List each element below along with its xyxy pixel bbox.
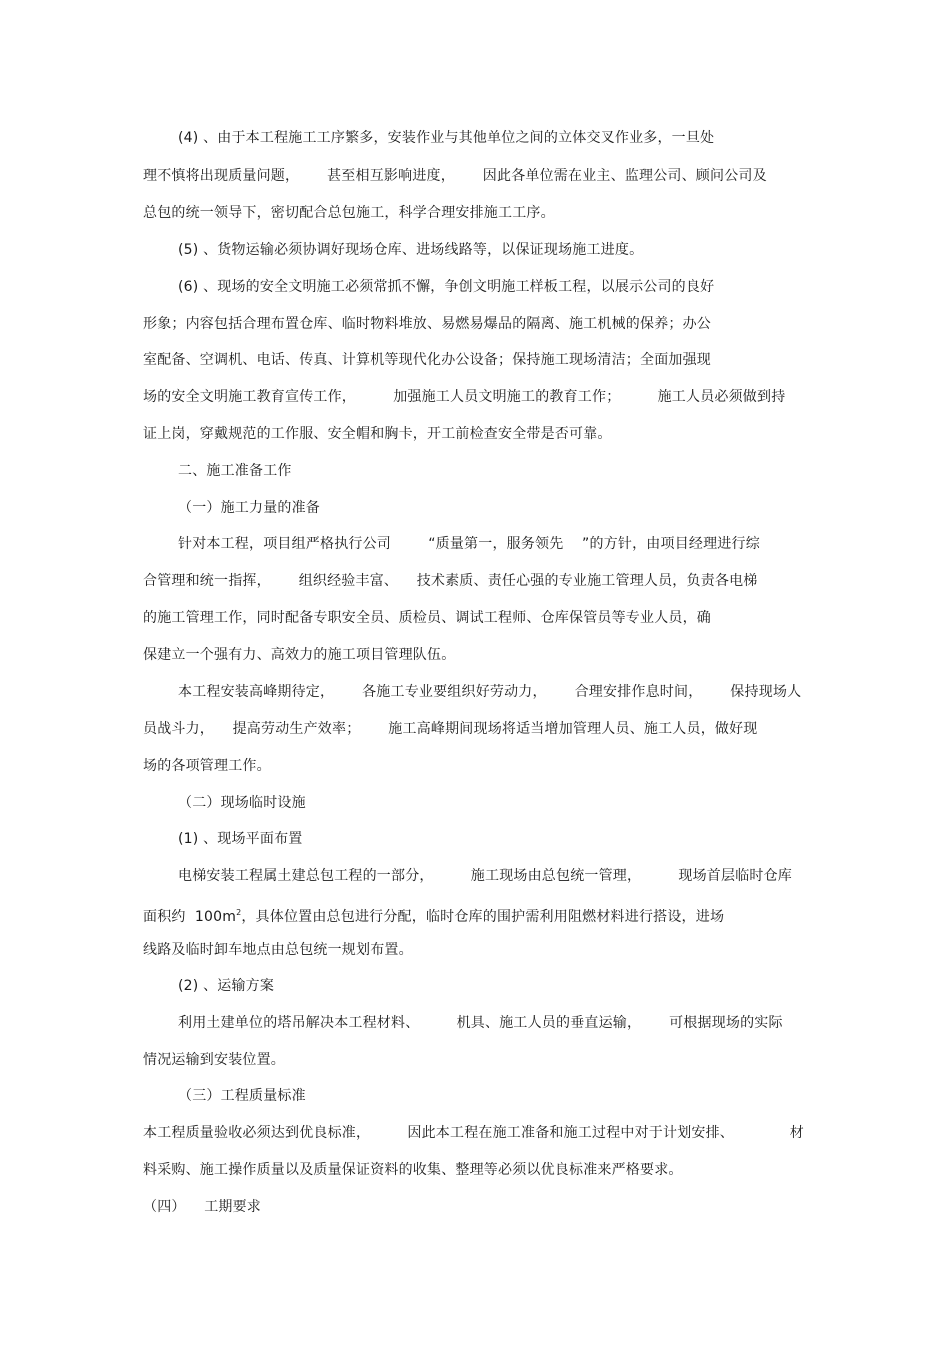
subsection-heading-3: （三）工程质量标准 bbox=[178, 1088, 306, 1104]
paragraph-transport-line-1: 利用土建单位的塔吊解决本工程材料、 机具、施工人员的垂直运输， 可根据现场的实际 bbox=[178, 1015, 783, 1031]
subsection-heading-4: （四） 工期要求 bbox=[143, 1199, 262, 1215]
paragraph-4-line-3: 总包的统一领导下，密切配合总包施工，科学合理安排施工工序。 bbox=[143, 205, 555, 221]
paragraph-6-line-3: 室配备、空调机、电话、传真、计算机等现代化办公设备；保持施工现场清洁；全面加强现 bbox=[143, 352, 711, 368]
paragraph-5-line-1: (5) 、货物运输必须协调好现场仓库、进场线路等，以保证现场施工进度。 bbox=[178, 242, 644, 258]
item-1-heading: (1) 、现场平面布置 bbox=[178, 831, 303, 847]
paragraph-force-line-4: 保建立一个强有力、高效力的施工项目管理队伍。 bbox=[143, 647, 456, 663]
paragraph-6-line-4: 场的安全文明施工教育宣传工作， 加强施工人员文明施工的教育工作； 施工人员必须做到持 bbox=[143, 389, 786, 405]
subsection-heading-2: （二）现场临时设施 bbox=[178, 795, 306, 811]
paragraph-layout-line-2 bbox=[143, 904, 724, 926]
paragraph-force-line-3: 的施工管理工作，同时配备专职安全员、质检员、调试工程师、仓库保管员等专业人员，确 bbox=[143, 610, 711, 626]
paragraph-6-line-2: 形象；内容包括合理布置仓库、临时物料堆放、易燃易爆品的隔离、施工机械的保养；办公 bbox=[143, 316, 711, 332]
paragraph-layout-line-3: 线路及临时卸车地点由总包统一规划布置。 bbox=[143, 942, 413, 958]
paragraph-force-line-2: 合管理和统一指挥， 组织经验丰富、 技术素质、责任心强的专业施工管理人员，负责各电梯 bbox=[143, 573, 758, 589]
paragraph-quality-line-2: 料采购、施工操作质量以及质量保证资料的收集、整理等必须以优良标准来严格要求。 bbox=[143, 1162, 683, 1178]
paragraph-peak-line-3: 场的各项管理工作。 bbox=[143, 758, 271, 774]
paragraph-layout-line-1: 电梯安装工程属土建总包工程的一部分， 施工现场由总包统一管理， 现场首层临时仓库 bbox=[178, 868, 793, 884]
paragraph-4-line-1: (4) 、由于本工程施工工序繁多，安装作业与其他单位之间的立体交叉作业多，一旦处 bbox=[178, 130, 715, 146]
paragraph-force-line-1: 针对本工程，项目组严格执行公司 “质量第一，服务领先 ”的方针，由项目经理进行综 bbox=[178, 536, 760, 552]
paragraph-6-line-5: 证上岗，穿戴规范的工作服、安全帽和胸卡，开工前检查安全带是否可靠。 bbox=[143, 426, 612, 442]
item-2-heading: (2) 、运输方案 bbox=[178, 978, 275, 994]
section-heading-2: 二、施工准备工作 bbox=[178, 463, 292, 479]
subsection-heading-1: （一）施工力量的准备 bbox=[178, 500, 320, 516]
paragraph-4-line-2: 理不慎将出现质量问题， 甚至相互影响进度， 因此各单位需在业主、监理公司、顾问公司及 bbox=[143, 168, 767, 184]
paragraph-peak-line-2: 员战斗力， 提高劳动生产效率； 施工高峰期间现场将适当增加管理人员、施工人员，做好现 bbox=[143, 721, 758, 737]
paragraph-transport-line-2: 情况运输到安装位置。 bbox=[143, 1052, 285, 1068]
paragraph-peak-line-1: 本工程安装高峰期待定， 各施工专业要组织好劳动力， 合理安排作息时间， 保持现场人 bbox=[178, 684, 802, 700]
paragraph-6-line-1: (6) 、现场的安全文明施工必须常抓不懈，争创文明施工样板工程，以展示公司的良好 bbox=[178, 279, 715, 295]
paragraph-quality-line-1: 本工程质量验收必须达到优良标准， 因此本工程在施工准备和施工过程中对于计划安排、 材 bbox=[143, 1125, 805, 1141]
area-superscript: 2 bbox=[236, 908, 242, 917]
area-text: 面积约 100m bbox=[143, 909, 237, 925]
area-text-rest: ，具体位置由总包进行分配，临时仓库的围护需利用阻燃材料进行搭设，进场 bbox=[241, 909, 725, 925]
